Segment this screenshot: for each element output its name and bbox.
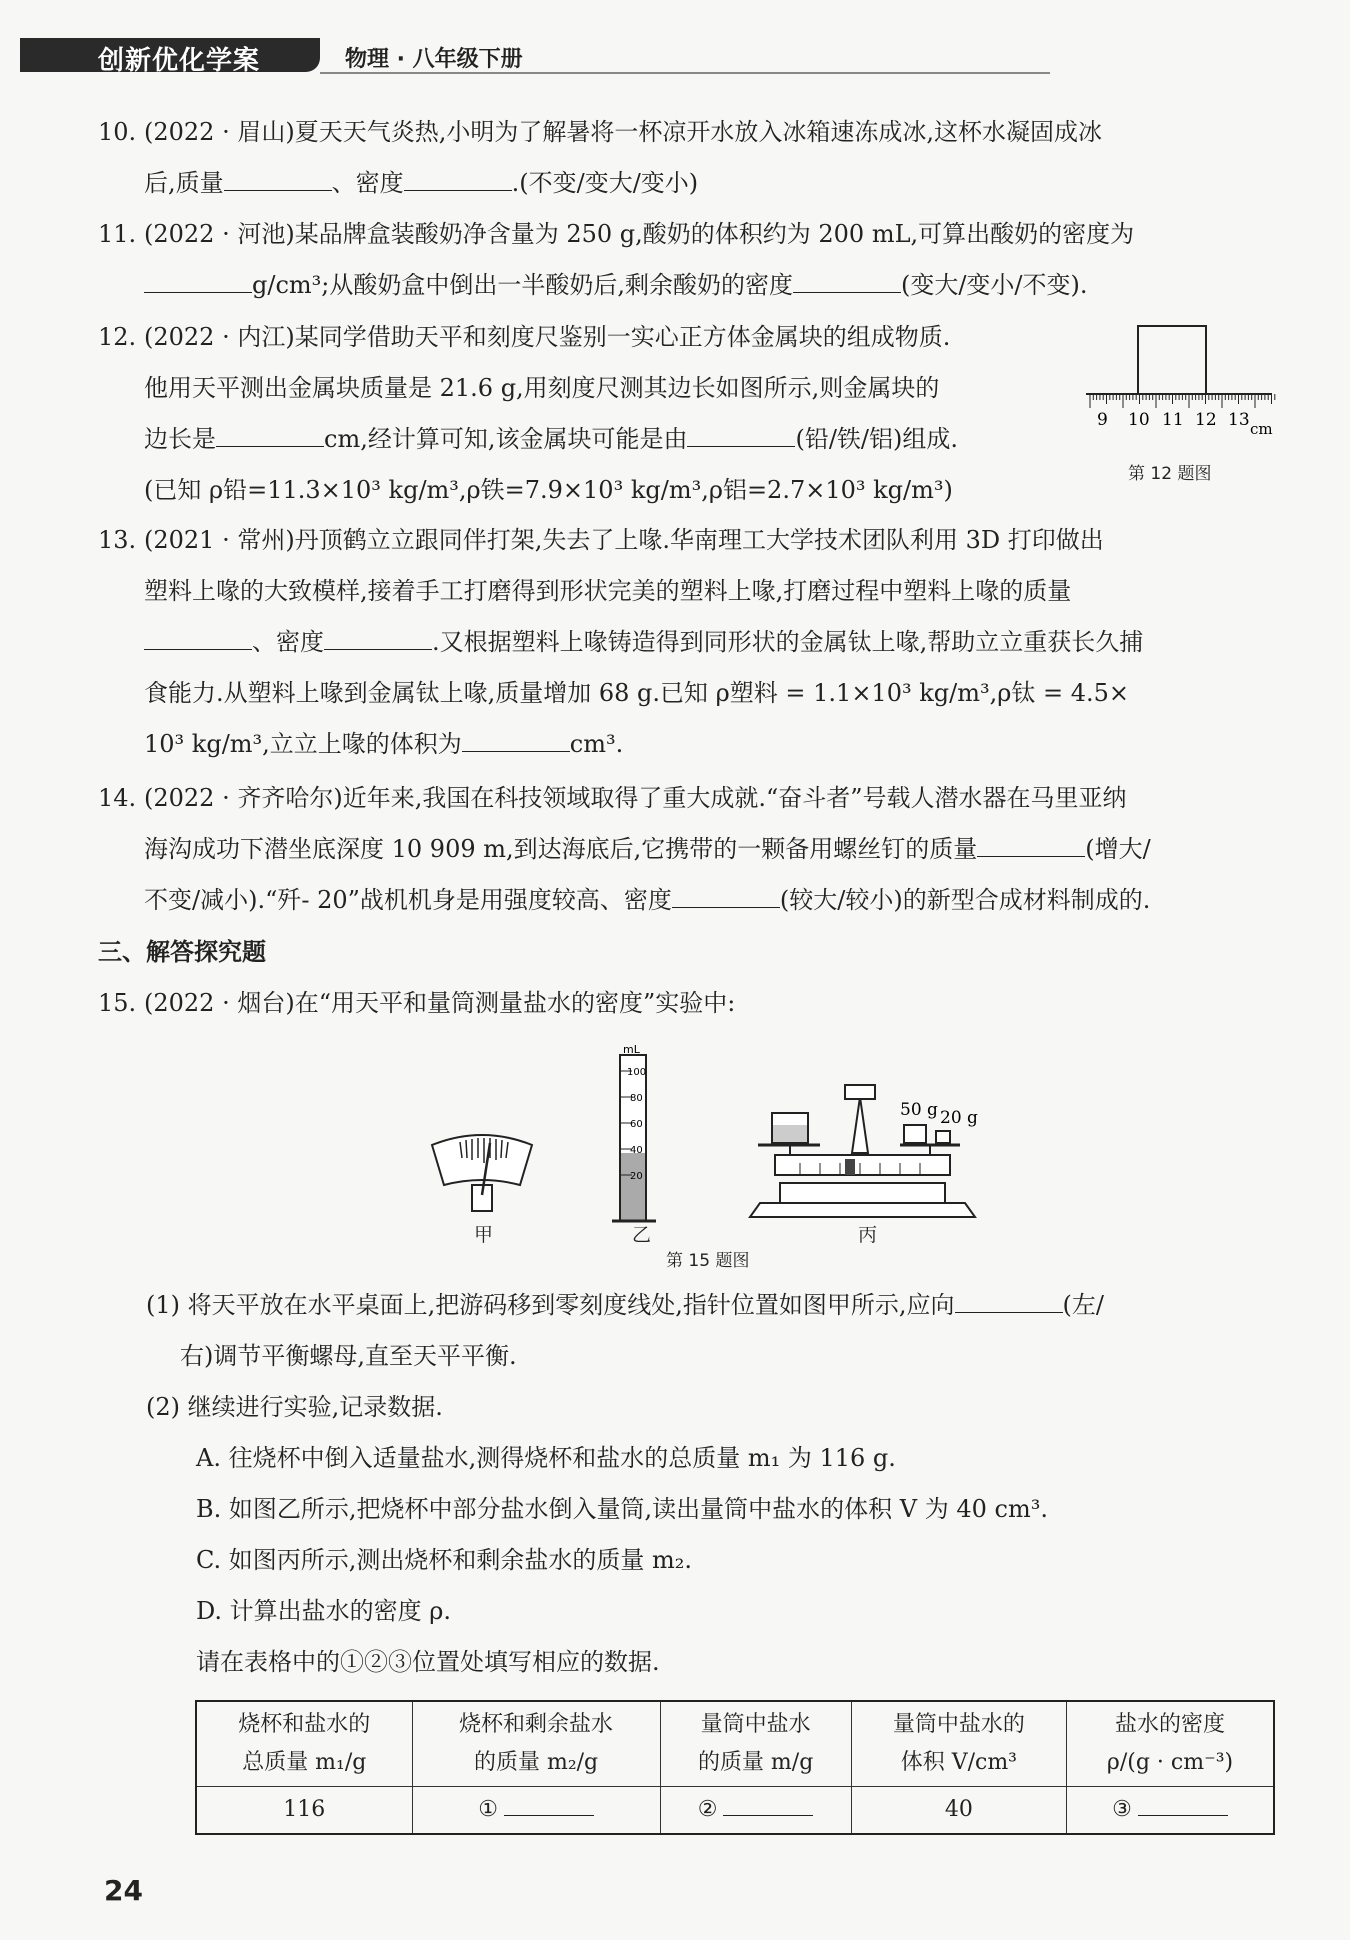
cylinder-unit: mL xyxy=(623,1043,640,1056)
figure-label: 甲 xyxy=(474,1224,494,1246)
table-row xyxy=(196,1787,1274,1835)
answer-blank[interactable] xyxy=(687,418,795,447)
q15-step-d: D. 计算出盐水的密度 ρ. xyxy=(196,1597,452,1625)
answer-blank[interactable] xyxy=(216,418,324,447)
answer-blank[interactable] xyxy=(672,879,780,908)
question-15 xyxy=(98,978,1278,1029)
answer-blank[interactable] xyxy=(723,1791,813,1816)
answer-blank[interactable] xyxy=(977,828,1085,857)
answer-blank[interactable] xyxy=(1138,1791,1228,1816)
q15-part-1 xyxy=(146,1280,1276,1382)
text: .(不变/变大/变小) xyxy=(511,169,699,197)
figure-caption: 第 12 题图 xyxy=(1128,464,1212,484)
beaker-saltwater xyxy=(773,1125,807,1142)
question-text-line xyxy=(144,875,1278,926)
table-header-cell: 量筒中盐水的 体积 V/cm³ xyxy=(851,1701,1066,1787)
figure-label: 丙 xyxy=(858,1224,878,1246)
cylinder-tick-label: 100 xyxy=(627,1067,647,1078)
question-10 xyxy=(98,107,1278,209)
question-number: 14. xyxy=(98,784,137,812)
table-header-row xyxy=(196,1701,1274,1787)
ruler-ticks xyxy=(1090,394,1275,408)
text: (较大/较小)的新型合成材料制成的. xyxy=(779,886,1151,914)
cylinder-tick-label: 20 xyxy=(630,1171,643,1182)
answer-blank[interactable] xyxy=(144,621,252,650)
answer-blank[interactable] xyxy=(955,1284,1063,1313)
q15-instruction: 请在表格中的①②③位置处填写相应的数据. xyxy=(196,1648,660,1676)
header-brand: 创新优化学案 xyxy=(98,46,261,76)
header-rule xyxy=(320,72,1050,74)
text: 、密度 xyxy=(252,628,324,656)
answer-blank[interactable] xyxy=(404,162,512,191)
weight-label: 50 g xyxy=(900,1100,938,1120)
table-cell: 40 xyxy=(851,1787,1066,1835)
weight-20g xyxy=(936,1131,950,1143)
section-title: 三、解答探究题 xyxy=(98,938,266,966)
text: 边长是 xyxy=(144,425,216,453)
question-text: (2022 · 河池)某品牌盒装酸奶净含量为 250 g,酸奶的体积约为 200 mL,可算出酸奶的密度为 xyxy=(144,220,1135,248)
ruler-label: 10 xyxy=(1128,410,1150,430)
answer-blank[interactable] xyxy=(793,264,901,293)
ruler-figure xyxy=(1080,320,1280,450)
table-header-cell: 量筒中盐水 的质量 m/g xyxy=(660,1701,851,1787)
q15-step-c: C. 如图丙所示,测出烧杯和剩余盐水的质量 m₂. xyxy=(196,1546,693,1574)
question-text: (2022 · 内江)某同学借助天平和刻度尺鉴别一实心正方体金属块的组成物质. xyxy=(144,323,951,351)
weight-label: 20 g xyxy=(940,1108,978,1128)
answer-blank[interactable] xyxy=(504,1791,594,1816)
question-text: (2021 · 常州)丹顶鹤立立跟同伴打架,失去了上喙.华南理工大学技术团队利用 3D 打印做出 xyxy=(144,526,1104,554)
q15-part-2: (2) 继续进行实验,记录数据. xyxy=(146,1393,443,1421)
text: (左/ xyxy=(1062,1291,1104,1319)
cylinder-tick-label: 40 xyxy=(630,1145,643,1156)
question-14 xyxy=(98,773,1278,926)
question-number: 12. xyxy=(98,323,137,351)
question-13 xyxy=(98,515,1278,770)
ruler-label: 13 xyxy=(1228,410,1250,430)
answer-blank[interactable] xyxy=(144,264,252,293)
text: (铅/铁/铝)组成. xyxy=(795,425,958,453)
question-text-line xyxy=(144,414,1078,465)
weight-50g xyxy=(904,1125,926,1143)
header-subject: 物理 · 八年级下册 xyxy=(345,47,523,72)
question-text: (2022 · 烟台)在“用天平和量筒测量盐水的密度”实验中: xyxy=(144,989,736,1017)
question-text-line xyxy=(144,719,1278,770)
table-cell-blank[interactable]: ③ xyxy=(1067,1787,1274,1835)
text: cm³. xyxy=(569,730,624,758)
text: (1) 将天平放在水平桌面上,把游码移到零刻度线处,指针位置如图甲所示,应向 xyxy=(146,1291,955,1319)
ruler-label: 11 xyxy=(1162,410,1184,430)
figure-caption: 第 15 题图 xyxy=(666,1251,750,1271)
question-text-line xyxy=(144,158,1278,209)
question-text: (2022 · 齐齐哈尔)近年来,我国在科技领域取得了重大成就.“奋斗者”号载人潜水器在马里亚纳 xyxy=(144,784,1127,812)
question-number: 15. xyxy=(98,989,137,1017)
question-text: 食能力.从塑料上喙到金属钛上喙,质量增加 68 g.已知 ρ塑料 = 1.1×10³ kg/m³,ρ钛 = 4.5× xyxy=(144,679,1129,707)
measuring-cylinder xyxy=(612,1043,656,1221)
experiment-figure xyxy=(420,1035,980,1235)
page-header xyxy=(20,38,1050,74)
question-text: 塑料上喙的大致模样,接着手工打磨得到形状完美的塑料上喙,打磨过程中塑料上喙的质量 xyxy=(144,577,1072,605)
balance-beam xyxy=(775,1155,950,1175)
table-cell: 116 xyxy=(196,1787,412,1835)
answer-blank[interactable] xyxy=(462,723,570,752)
table-header-cell: 盐水的密度 ρ/(g · cm⁻³) xyxy=(1067,1701,1274,1787)
question-11 xyxy=(98,209,1278,311)
table-header-cell: 烧杯和剩余盐水 的质量 m₂/g xyxy=(412,1701,660,1787)
text: 海沟成功下潜坐底深度 10 909 m,到达海底后,它携带的一颗备用螺丝钉的质量 xyxy=(144,835,978,863)
question-number: 10. xyxy=(98,118,137,146)
ruler-label: 9 xyxy=(1097,410,1108,430)
text: .又根据塑料上喙铸造得到同形状的金属钛上喙,帮助立立重获长久捕 xyxy=(432,628,1144,656)
ruler-unit: cm xyxy=(1250,420,1273,438)
text: (变大/变小/不变). xyxy=(900,271,1088,299)
ruler-label: 12 xyxy=(1195,410,1217,430)
balance-scale xyxy=(750,1085,978,1217)
question-text-line xyxy=(144,260,1278,311)
text: 右)调节平衡螺母,直至天平平衡. xyxy=(180,1342,517,1370)
q15-step-a: A. 往烧杯中倒入适量盐水,测得烧杯和盐水的总质量 m₁ 为 116 g. xyxy=(196,1444,896,1472)
cylinder-tick-label: 80 xyxy=(630,1093,643,1104)
page-number: 24 xyxy=(104,1874,143,1907)
balance-scale-plate xyxy=(845,1085,875,1099)
question-text-line xyxy=(144,617,1278,668)
question-text: 他用天平测出金属块质量是 21.6 g,用刻度尺测其边长如图所示,则金属块的 xyxy=(144,374,940,402)
text: 不变/减小).“歼- 20”战机机身是用强度较高、密度 xyxy=(144,886,672,914)
question-text-line xyxy=(144,824,1278,875)
table-header-cell: 烧杯和盐水的 总质量 m₁/g xyxy=(196,1701,412,1787)
balance-pointer-dial xyxy=(432,1135,532,1211)
table-cell-blank[interactable]: ① xyxy=(412,1787,660,1835)
question-12 xyxy=(98,312,1078,516)
text: g/cm³;从酸奶盒中倒出一半酸奶后,剩余酸奶的密度 xyxy=(252,271,793,299)
question-text: (已知 ρ铅=11.3×10³ kg/m³,ρ铁=7.9×10³ kg/m³,ρ铝=2.7×10³ kg/m³) xyxy=(144,476,953,504)
text: 后,质量 xyxy=(144,169,224,197)
q15-step-b: B. 如图乙所示,把烧杯中部分盐水倒入量筒,读出量筒中盐水的体积 V 为 40 cm³. xyxy=(196,1495,1048,1523)
data-table xyxy=(195,1700,1275,1835)
rider-weight xyxy=(845,1159,855,1175)
question-number: 13. xyxy=(98,526,137,554)
text: cm,经计算可知,该金属块可能是由 xyxy=(324,425,688,453)
answer-blank[interactable] xyxy=(324,621,432,650)
table-cell-blank[interactable]: ② xyxy=(660,1787,851,1835)
text: 、密度 xyxy=(331,169,404,197)
cylinder-tick-label: 60 xyxy=(630,1119,643,1130)
balance-pillar xyxy=(852,1097,868,1153)
metal-cube xyxy=(1138,326,1206,394)
question-text: (2022 · 眉山)夏天天气炎热,小明为了解暑将一杯凉开水放入冰箱速冻成冰,这杯水凝固成冰 xyxy=(144,118,1102,146)
saltwater-level xyxy=(621,1153,645,1220)
text: (增大/ xyxy=(1085,835,1151,863)
answer-blank[interactable] xyxy=(224,162,332,191)
text: 10³ kg/m³,立立上喙的体积为 xyxy=(144,730,462,758)
figure-label: 乙 xyxy=(632,1224,652,1246)
question-number: 11. xyxy=(98,220,137,248)
